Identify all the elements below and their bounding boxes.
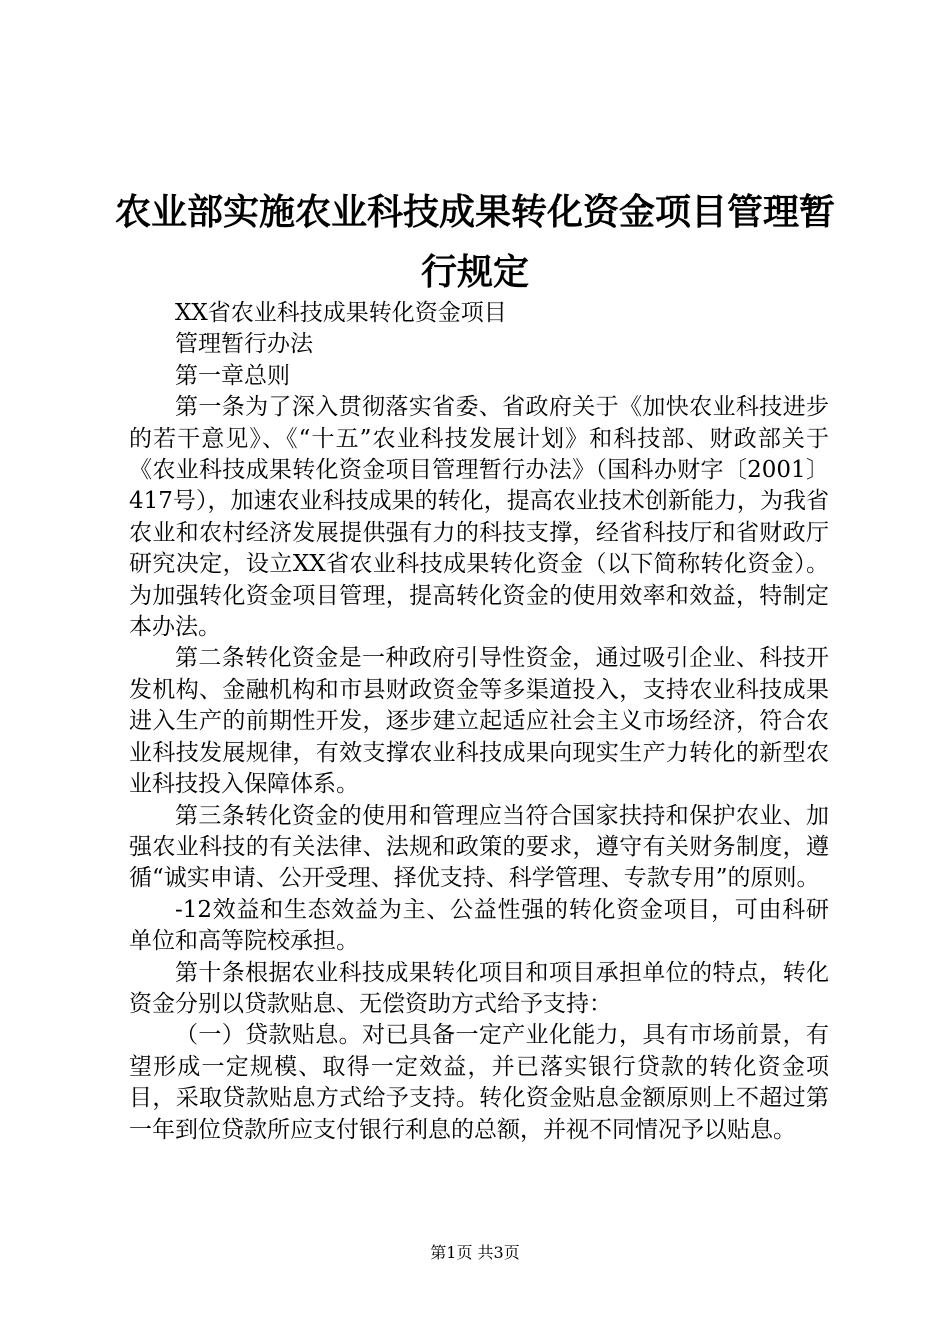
paragraph: 第二条转化资金是一种政府引导性资金，通过吸引企业、科技开发机构、金融机构和市县财政资金等多渠道投入，支持农业科技成果进入生产的前期性开发，逐步建立起适应社会主义市场经济，符合农业科技发展规律，有效支撑农业科技成果向现实生产力转化的新型农业科技投入保障体系。 [129, 645, 829, 798]
paragraph: 第三条转化资金的使用和管理应当符合国家扶持和保护农业、加强农业科技的有关法律、法规和政策的要求，遵守有关财务制度，遵循“诚实申请、公开受理、择优支持、科学管理、专款专用”的原则。 [129, 802, 829, 892]
paragraph: 第十条根据农业科技成果转化项目和项目承担单位的特点，转化资金分别以贷款贴息、无偿资助方式给予支持： [129, 959, 829, 1017]
paragraph: XX省农业科技成果转化资金项目 [175, 300, 507, 326]
paragraph: -12效益和生态效益为主、公益性强的转化资金项目，可由科研单位和高等院校承担。 [129, 896, 829, 955]
page-footer: 第1页 共3页 [430, 1243, 520, 1262]
paragraph: 第一章总则 [175, 362, 290, 389]
document-title: 农业部实施农业科技成果转化资金项目管理暂行规定 [114, 192, 835, 293]
document-body [129, 298, 829, 1146]
paragraph: 管理暂行办法 [175, 331, 313, 358]
paragraph: （一）贷款贴息。对已具备一定产业化能力，具有市场前景，有望形成一定规模、取得一定效益，并已落实银行贷款的转化资金项目，采取贷款贴息方式给予支持。转化资金贴息金额原则上不超过第一年到位贷款所应支付银行利息的总额，并视不同情况予以贴息。 [129, 1022, 829, 1143]
paragraph: 第一条为了深入贯彻落实省委、省政府关于《加快农业科技进步的若干意见》、《“十五”农业科技发展计划》和科技部、财政部关于《农业科技成果转化资金项目管理暂行办法》（国科办财字〔2001〕417号），加速农业科技成果的转化，提高农业技术创新能力，为我省农业和农村经济发展提供强有力的科技支撑，经省科技厅和省财政厅研究决定，设立XX省农业科技成果转化资金（以下简称转化资金）。为加强转化资金项目管理，提高转化资金的使用效率和效益，特制定本办法。 [129, 394, 829, 641]
